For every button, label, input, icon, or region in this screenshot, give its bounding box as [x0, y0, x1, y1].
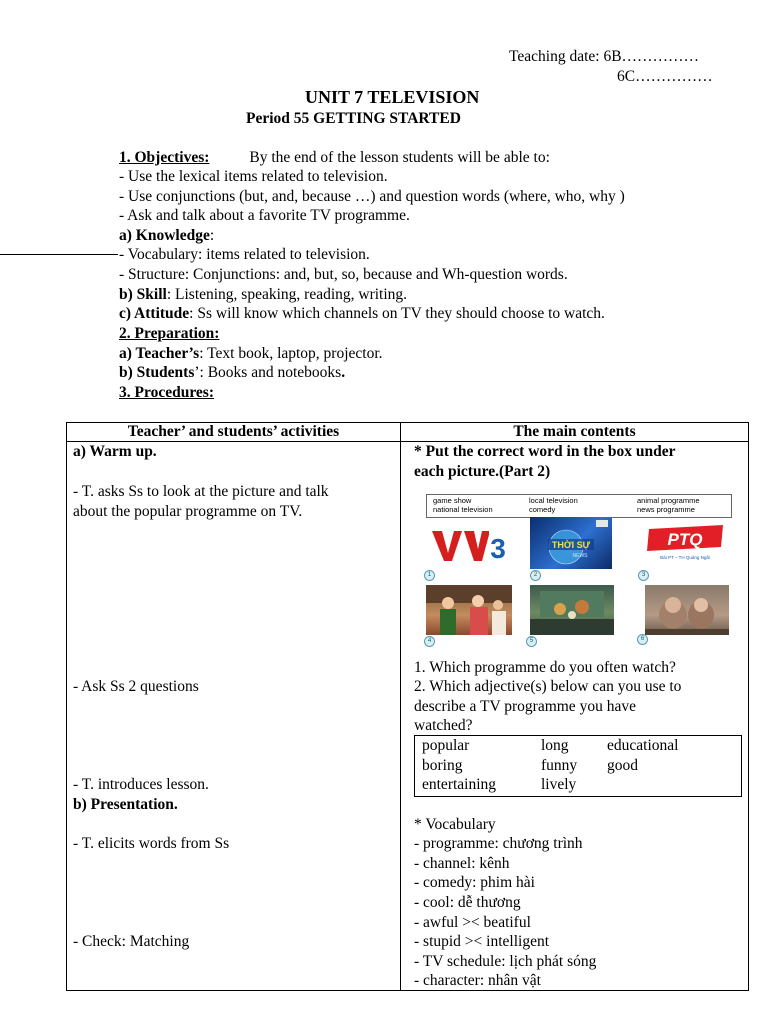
- picture-number: 4: [424, 636, 435, 647]
- check-matching: - Check: Matching: [73, 933, 190, 950]
- word-label: national television: [433, 505, 493, 514]
- word-label: animal programme: [637, 496, 700, 505]
- objective-item: - Ask and talk about a favorite TV programme.: [119, 207, 410, 224]
- objective-item: - Use the lexical items related to television.: [119, 168, 388, 185]
- vocab-item: - channel: kênh: [414, 855, 510, 872]
- elicits-words: - T. elicits words from Ss: [73, 835, 230, 852]
- attitude-line: c) Attitude: Ss will know which channels on TV they should choose to watch.: [119, 305, 605, 322]
- picture-number: 1: [424, 570, 435, 581]
- adjective-box: [414, 735, 742, 797]
- question-1: 1. Which programme do you often watch?: [414, 659, 676, 676]
- ptq-logo-image: [643, 519, 727, 567]
- question-2c: watched?: [414, 717, 473, 734]
- introduces-lesson: - T. introduces lesson.: [73, 776, 209, 793]
- animal-programme-photo: [645, 585, 729, 635]
- knowledge-item: - Structure: Conjunctions: and, but, so, because and Wh-question words.: [119, 266, 568, 283]
- picture-number: 6: [637, 634, 648, 645]
- unit-title: UNIT 7 TELEVISION: [305, 87, 480, 107]
- col-header-activities: Teacher’ and students’ activities: [67, 423, 401, 442]
- objectives-heading: 1. Objectives:: [119, 149, 210, 166]
- warmup-task-1a: - T. asks Ss to look at the picture and talk: [73, 483, 329, 500]
- ask-questions: - Ask Ss 2 questions: [73, 678, 199, 695]
- margin-rule: [0, 254, 118, 255]
- period-title: Period 55 GETTING STARTED: [246, 110, 461, 127]
- word-label: news programme: [637, 505, 695, 514]
- picture-number: 5: [526, 636, 537, 647]
- word-label: comedy: [529, 505, 556, 514]
- svg-text:3: 3: [490, 533, 506, 564]
- picture-number: 2: [530, 570, 541, 581]
- comedy-photo: [530, 585, 614, 635]
- activities-cell: [67, 442, 401, 991]
- knowledge-heading: a) Knowledge:: [119, 227, 215, 244]
- teaching-date-6c: 6C……………: [617, 68, 713, 85]
- adjective: funny: [541, 757, 578, 774]
- news-programme-image: [530, 517, 612, 569]
- procedures-heading: 3. Procedures:: [119, 384, 214, 401]
- vocabulary-heading: * Vocabulary: [414, 816, 496, 833]
- preparation-heading: 2. Preparation:: [119, 325, 220, 342]
- objectives-intro: By the end of the lesson students will be able to:: [249, 149, 550, 166]
- vocab-item: - comedy: phim hài: [414, 874, 535, 891]
- vocab-item: - cool: dễ thương: [414, 894, 521, 911]
- word-label: game show: [433, 496, 472, 505]
- question-2b: describe a TV programme you have: [414, 698, 636, 715]
- ptq-logo-text: PTQ: [667, 530, 703, 549]
- vocab-item: - stupid >< intelligent: [414, 933, 550, 950]
- game-show-photo: [426, 585, 512, 635]
- teacher-prep: a) Teacher’s: Text book, laptop, projector.: [119, 345, 383, 362]
- ptq-logo-sub: Đài PT – TH Quảng Ngãi: [660, 555, 710, 560]
- question-2a: 2. Which adjective(s) below can you use to: [414, 678, 682, 695]
- vocab-item: - character: nhân vật: [414, 972, 541, 989]
- adjective: long: [541, 737, 569, 754]
- vocab-item: - awful >< beatiful: [414, 914, 531, 931]
- col-header-contents: The main contents: [401, 423, 749, 442]
- knowledge-item: - Vocabulary: items related to television.: [119, 246, 370, 263]
- adjective: entertaining: [422, 776, 497, 793]
- vocab-item: - TV schedule: lịch phát sóng: [414, 953, 597, 970]
- students-prep: b) Students’: Books and notebooks.: [119, 364, 346, 381]
- warmup-heading: a) Warm up.: [73, 443, 157, 460]
- word-box: [426, 494, 732, 518]
- news-logo-text: THỜI SỰ: [551, 540, 591, 550]
- presentation-heading: b) Presentation.: [73, 796, 178, 813]
- news-logo-sub: NEWS: [572, 553, 588, 559]
- skill-line: b) Skill: Listening, speaking, reading, writing.: [119, 286, 408, 303]
- word-label: local television: [529, 496, 578, 505]
- adjective: good: [607, 757, 638, 774]
- adjective: boring: [422, 757, 463, 774]
- adjective: popular: [422, 737, 470, 754]
- objectives-line: [119, 148, 550, 168]
- vocab-item: - programme: chương trình: [414, 835, 583, 852]
- teaching-date: Teaching date: 6B……………: [509, 48, 700, 65]
- picture-number: 3: [638, 570, 649, 581]
- vtv3-logo-image: [426, 519, 512, 569]
- adjective: lively: [541, 776, 577, 793]
- warmup-task-1b: about the popular programme on TV.: [73, 503, 303, 520]
- adjective: educational: [607, 737, 679, 754]
- part2-instruction-a: * Put the correct word in the box under: [414, 443, 676, 460]
- part2-instruction-b: each picture.(Part 2): [414, 463, 551, 480]
- objective-item: - Use conjunctions (but, and, because …) and question words (where, who, why ): [119, 188, 625, 205]
